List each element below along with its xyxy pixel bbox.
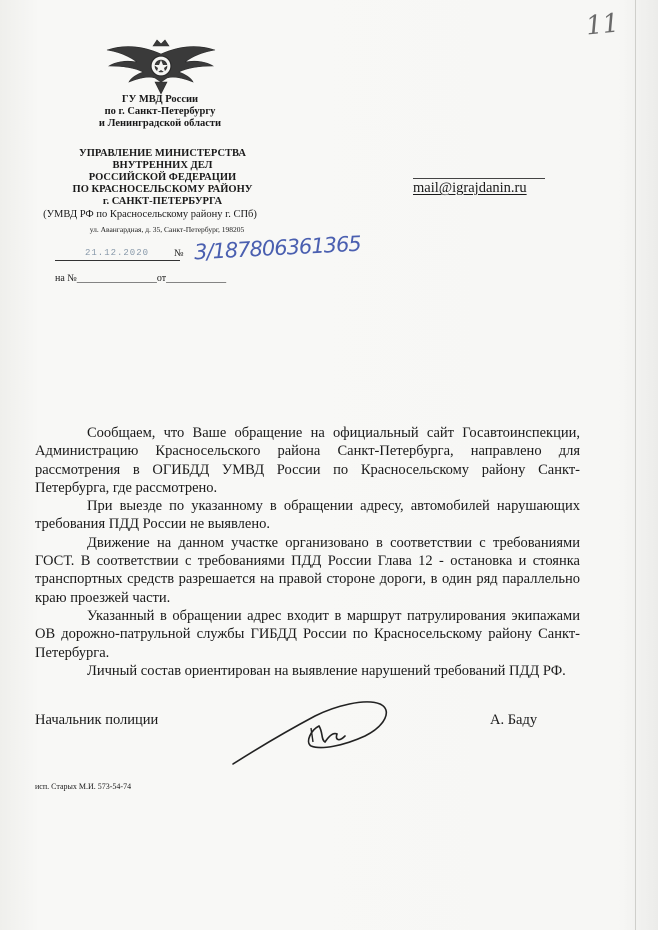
- ministry-line-3: и Ленинградской области: [98, 118, 222, 129]
- handwritten-page-number: 11: [584, 8, 621, 42]
- department-line-2: ВНУТРЕННИХ ДЕЛ: [112, 160, 213, 171]
- signatory-name: А. Баду: [490, 712, 538, 728]
- recipient-email: mail@igrajdanin.ru: [413, 180, 527, 196]
- registration-date: 21.12.2020: [85, 248, 150, 258]
- handwritten-signature-icon: [225, 692, 395, 772]
- department-line-5: г. САНКТ-ПЕТЕРБУРГА: [102, 196, 223, 207]
- letter-body: [35, 424, 580, 680]
- double-headed-eagle-emblem-icon: [103, 36, 219, 96]
- recipient-rule: [413, 178, 545, 179]
- ministry-header: [75, 94, 245, 130]
- registration-date-underline: [55, 260, 180, 261]
- department-header: [40, 148, 285, 208]
- body-paragraph-3: Движение на данном участке организовано в соответствии с требованиями ГОСТ. В соответствии с требованиями ПДД России Глава 12 - остановка и стоянка транспортных средств разрешается на правой стороне дороги, в один ряд параллельно краю проезжей части.: [35, 534, 580, 606]
- department-line-3: РОССИЙСКОЙ ФЕДЕРАЦИИ: [88, 172, 237, 183]
- ministry-line-2: по г. Санкт-Петербургу: [104, 106, 216, 117]
- signatory-title: Начальник полиции: [35, 712, 159, 728]
- body-paragraph-1: Сообщаем, что Ваше обращение на официальный сайт Госавтоинспекции, Администрацию Красносельского района Санкт-Петербурга, направлено для рассмотрения в ОГИБДД УМВД России по Красносельскому району Санкт-Петербурга, где рассмотрено.: [35, 425, 580, 496]
- department-short-name: (УМВД РФ по Красносельскому району г. СПб): [43, 209, 257, 220]
- department-line-4: ПО КРАСНОСЕЛЬСКОМУ РАЙОНУ: [72, 184, 253, 195]
- body-paragraph-4: Указанный в обращении адрес входит в маршрут патрулирования экипажами ОВ дорожно-патрульной службы ГИБДД России по Красносельскому району Санкт-Петербурга.: [35, 607, 580, 661]
- department-address: ул. Авангардная, д. 35, Санкт-Петербург, 198205: [89, 225, 245, 234]
- department-line-1: УПРАВЛЕНИЕ МИНИСТЕРСТВА: [79, 148, 246, 159]
- ministry-line-1: ГУ МВД России: [121, 94, 199, 105]
- body-paragraph-5: Личный состав ориентирован на выявление нарушений требований ПДД РФ.: [87, 662, 566, 679]
- body-paragraph-2: При выезде по указанному в обращении адресу, автомобилей нарушающих требования ПДД России не выявлено.: [35, 498, 580, 533]
- page-edge-shadow: [635, 0, 636, 930]
- registration-number: 3/187806361365: [193, 231, 362, 265]
- registration-number-label: №: [174, 248, 184, 259]
- reference-line: на №________________от____________: [55, 273, 227, 284]
- executor-info: исп. Старых М.И. 573-54-74: [35, 782, 132, 791]
